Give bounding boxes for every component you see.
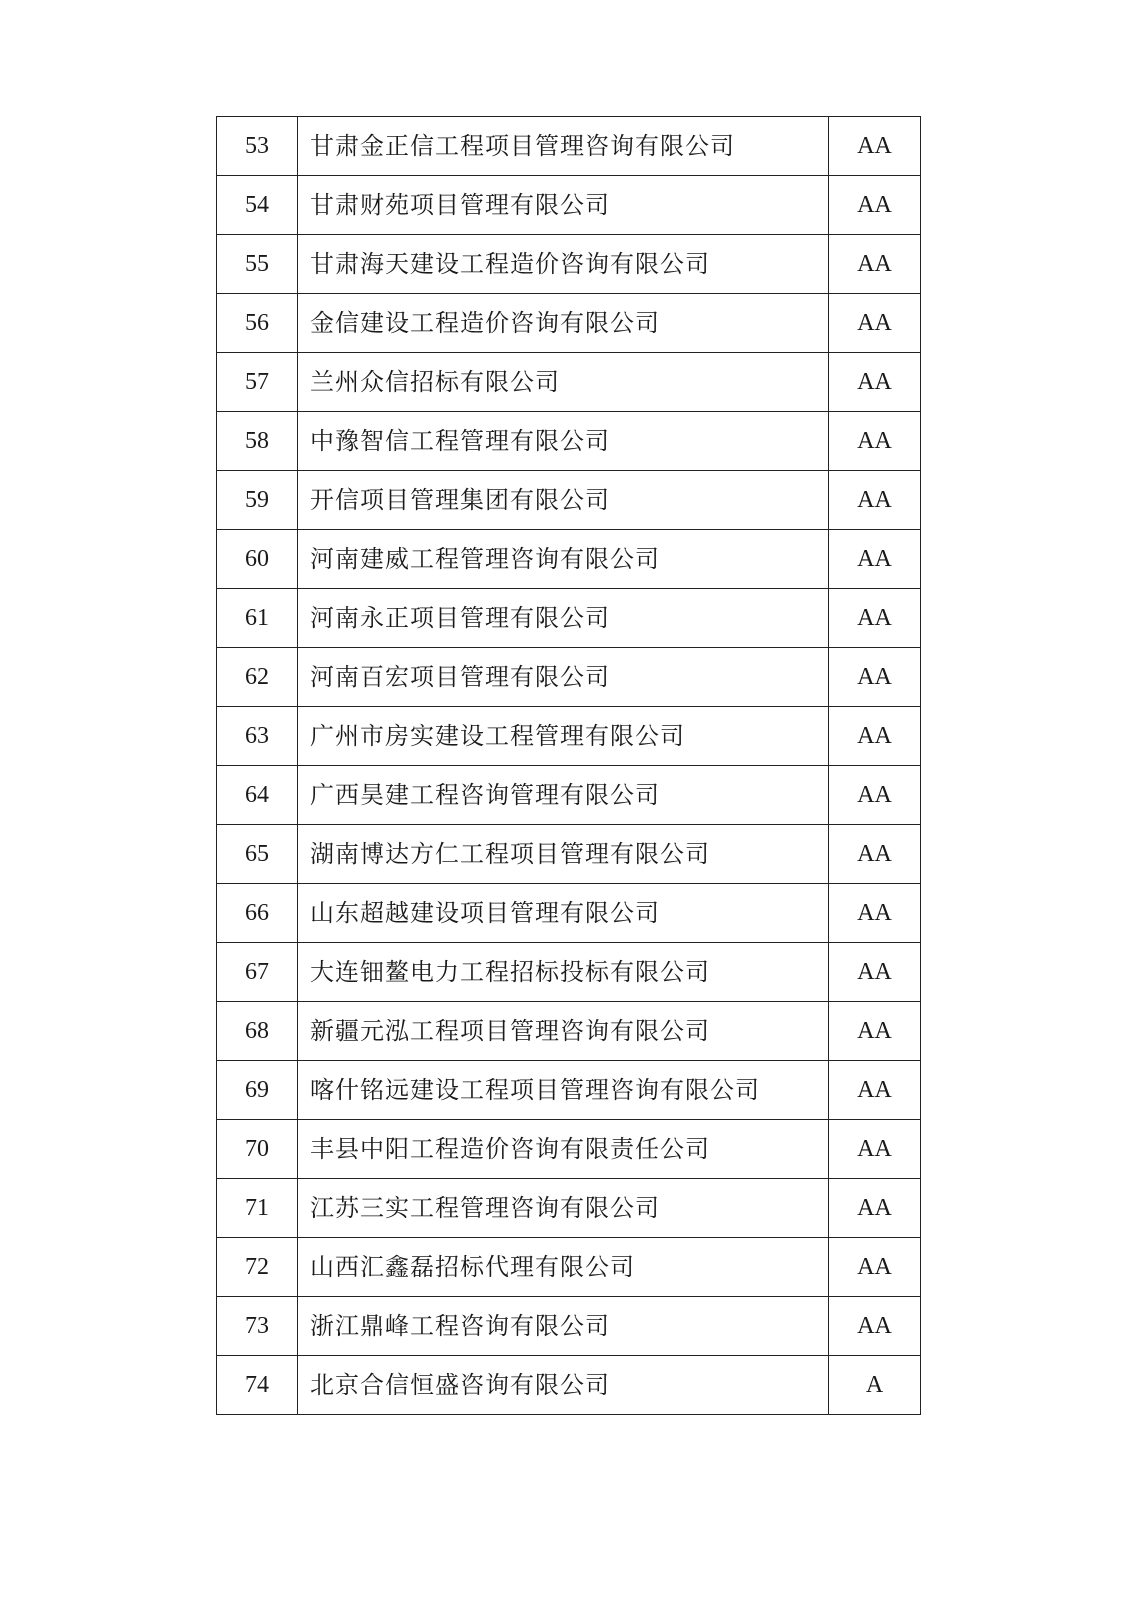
company-name: 浙江鼎峰工程咨询有限公司	[298, 1297, 829, 1356]
credit-grade: AA	[829, 1002, 921, 1061]
row-number: 66	[217, 884, 298, 943]
table-row	[217, 884, 921, 943]
table-row	[217, 943, 921, 1002]
company-name: 兰州众信招标有限公司	[298, 353, 829, 412]
credit-grade: AA	[829, 530, 921, 589]
company-name: 河南建威工程管理咨询有限公司	[298, 530, 829, 589]
table-row	[217, 707, 921, 766]
table-row	[217, 766, 921, 825]
company-name: 甘肃海天建设工程造价咨询有限公司	[298, 235, 829, 294]
table-row	[217, 235, 921, 294]
credit-grade: AA	[829, 1061, 921, 1120]
row-number: 58	[217, 412, 298, 471]
company-name: 开信项目管理集团有限公司	[298, 471, 829, 530]
company-name: 广西昊建工程咨询管理有限公司	[298, 766, 829, 825]
credit-grade: AA	[829, 353, 921, 412]
company-name: 丰县中阳工程造价咨询有限责任公司	[298, 1120, 829, 1179]
credit-grade: AA	[829, 943, 921, 1002]
row-number: 62	[217, 648, 298, 707]
row-number: 56	[217, 294, 298, 353]
company-name: 甘肃财苑项目管理有限公司	[298, 176, 829, 235]
row-number: 69	[217, 1061, 298, 1120]
row-number: 61	[217, 589, 298, 648]
company-name: 喀什铭远建设工程项目管理咨询有限公司	[298, 1061, 829, 1120]
company-name: 山东超越建设项目管理有限公司	[298, 884, 829, 943]
credit-grade: AA	[829, 589, 921, 648]
table-row	[217, 1120, 921, 1179]
credit-grade: AA	[829, 294, 921, 353]
company-name: 中豫智信工程管理有限公司	[298, 412, 829, 471]
company-name: 新疆元泓工程项目管理咨询有限公司	[298, 1002, 829, 1061]
company-name: 大连钿鳌电力工程招标投标有限公司	[298, 943, 829, 1002]
table-row	[217, 176, 921, 235]
company-name: 金信建设工程造价咨询有限公司	[298, 294, 829, 353]
table-row	[217, 648, 921, 707]
row-number: 72	[217, 1238, 298, 1297]
table-row	[217, 1179, 921, 1238]
credit-grade: AA	[829, 766, 921, 825]
table-row	[217, 1356, 921, 1415]
table-row	[217, 471, 921, 530]
credit-grade: AA	[829, 235, 921, 294]
row-number: 74	[217, 1356, 298, 1415]
table-row	[217, 1297, 921, 1356]
row-number: 63	[217, 707, 298, 766]
credit-grade: AA	[829, 707, 921, 766]
company-name: 江苏三实工程管理咨询有限公司	[298, 1179, 829, 1238]
table-row	[217, 825, 921, 884]
row-number: 60	[217, 530, 298, 589]
credit-grade: AA	[829, 648, 921, 707]
credit-rating-table	[216, 116, 921, 1415]
row-number: 68	[217, 1002, 298, 1061]
company-name: 山西汇鑫磊招标代理有限公司	[298, 1238, 829, 1297]
table-row	[217, 1061, 921, 1120]
credit-grade: AA	[829, 176, 921, 235]
credit-grade: AA	[829, 412, 921, 471]
row-number: 73	[217, 1297, 298, 1356]
company-name: 河南百宏项目管理有限公司	[298, 648, 829, 707]
row-number: 53	[217, 117, 298, 176]
credit-grade: AA	[829, 1179, 921, 1238]
table-row	[217, 294, 921, 353]
credit-grade: AA	[829, 884, 921, 943]
company-name: 甘肃金正信工程项目管理咨询有限公司	[298, 117, 829, 176]
row-number: 57	[217, 353, 298, 412]
credit-grade: AA	[829, 117, 921, 176]
credit-grade: A	[829, 1356, 921, 1415]
table-body	[217, 117, 921, 1415]
table-row	[217, 353, 921, 412]
table-row	[217, 530, 921, 589]
credit-grade: AA	[829, 1297, 921, 1356]
company-name: 湖南博达方仁工程项目管理有限公司	[298, 825, 829, 884]
row-number: 54	[217, 176, 298, 235]
company-name: 河南永正项目管理有限公司	[298, 589, 829, 648]
row-number: 65	[217, 825, 298, 884]
table-row	[217, 117, 921, 176]
credit-grade: AA	[829, 1238, 921, 1297]
row-number: 70	[217, 1120, 298, 1179]
credit-grade: AA	[829, 471, 921, 530]
row-number: 59	[217, 471, 298, 530]
row-number: 71	[217, 1179, 298, 1238]
table-row	[217, 1238, 921, 1297]
company-name: 广州市房实建设工程管理有限公司	[298, 707, 829, 766]
table-row	[217, 589, 921, 648]
row-number: 67	[217, 943, 298, 1002]
row-number: 64	[217, 766, 298, 825]
row-number: 55	[217, 235, 298, 294]
company-name: 北京合信恒盛咨询有限公司	[298, 1356, 829, 1415]
credit-grade: AA	[829, 1120, 921, 1179]
table-row	[217, 412, 921, 471]
credit-grade: AA	[829, 825, 921, 884]
table-row	[217, 1002, 921, 1061]
